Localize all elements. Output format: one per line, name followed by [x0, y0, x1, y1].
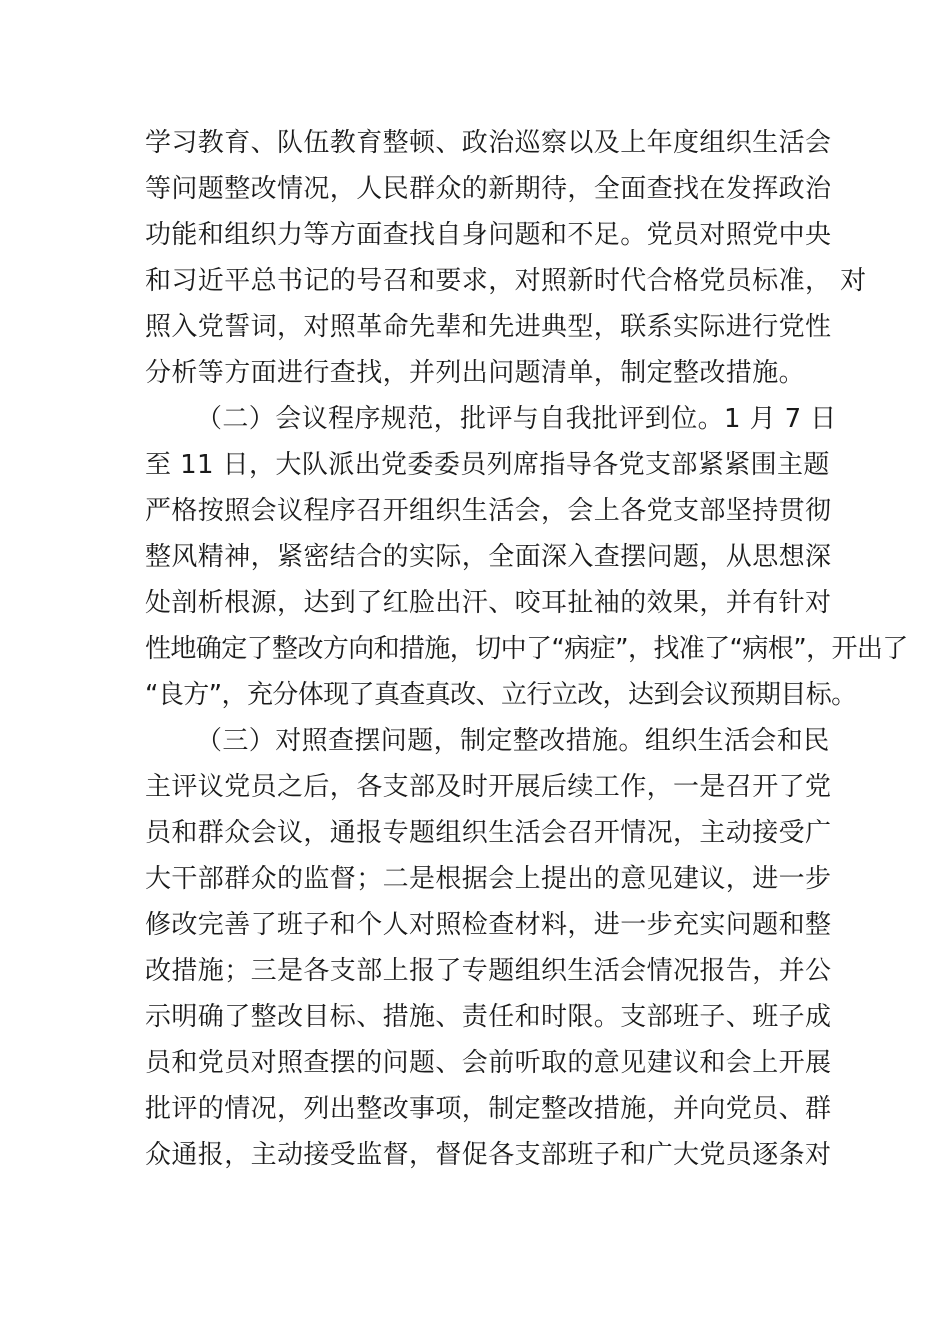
text-line: 等问题整改情况，人民群众的新期待，全面查找在发挥政治: [145, 174, 832, 204]
text-line: 批评的情况，列出整改事项，制定整改措施，并向党员、群: [145, 1094, 832, 1124]
text-line: 众通报，主动接受监督，督促各支部班子和广大党员逐条对: [145, 1140, 832, 1170]
text-line: 员和党员对照查摆的问题、会前听取的意见建议和会上开展: [145, 1048, 832, 1078]
text-line: 主评议党员之后，各支部及时开展后续工作，一是召开了党: [145, 772, 832, 802]
text-line: 学习教育、队伍教育整顿、政治巡察以及上年度组织生活会: [145, 128, 832, 158]
text-line: 修改完善了班子和个人对照检查材料，进一步充实问题和整: [145, 910, 832, 940]
text-line: 分析等方面进行查找，并列出问题清单，制定整改措施。: [145, 358, 806, 388]
text-line: 员和群众会议，通报专题组织生活会召开情况，主动接受广: [145, 818, 832, 848]
text-line: 大干部群众的监督；二是根据会上提出的意见建议，进一步: [145, 864, 832, 894]
text-line: 性地确定了整改方向和措施，切中了“病症”，找准了“病根”，开出了: [145, 634, 908, 664]
section-heading-line: （三）对照查摆问题，制定整改措施。组织生活会和民: [196, 726, 830, 756]
text-line: 改措施；三是各支部上报了专题组织生活会情况报告，并公: [145, 956, 832, 986]
text-line: 示明确了整改目标、措施、责任和时限。支部班子、班子成: [145, 1002, 832, 1032]
text-line: 功能和组织力等方面查找自身问题和不足。党员对照党中央: [145, 220, 832, 250]
section-heading-line: （二）会议程序规范，批评与自我批评到位。1 月 7 日: [196, 404, 837, 434]
text-line: 处剖析根源，达到了红脸出汗、咬耳扯袖的效果，并有针对: [145, 588, 832, 618]
text-line: 整风精神，紧密结合的实际，全面深入查摆问题，从思想深: [145, 542, 832, 572]
text-line: 和习近平总书记的号召和要求，对照新时代合格党员标准， 对: [145, 266, 867, 296]
text-line: 严格按照会议程序召开组织生活会，会上各党支部坚持贯彻: [145, 496, 832, 526]
text-line: 照入党誓词，对照革命先辈和先进典型，联系实际进行党性: [145, 312, 832, 342]
text-line: 至 11 日，大队派出党委委员列席指导各党支部紧紧围主题: [145, 450, 830, 480]
text-line: “良方”，充分体现了真查真改、立行立改，达到会议预期目标。: [145, 680, 857, 710]
